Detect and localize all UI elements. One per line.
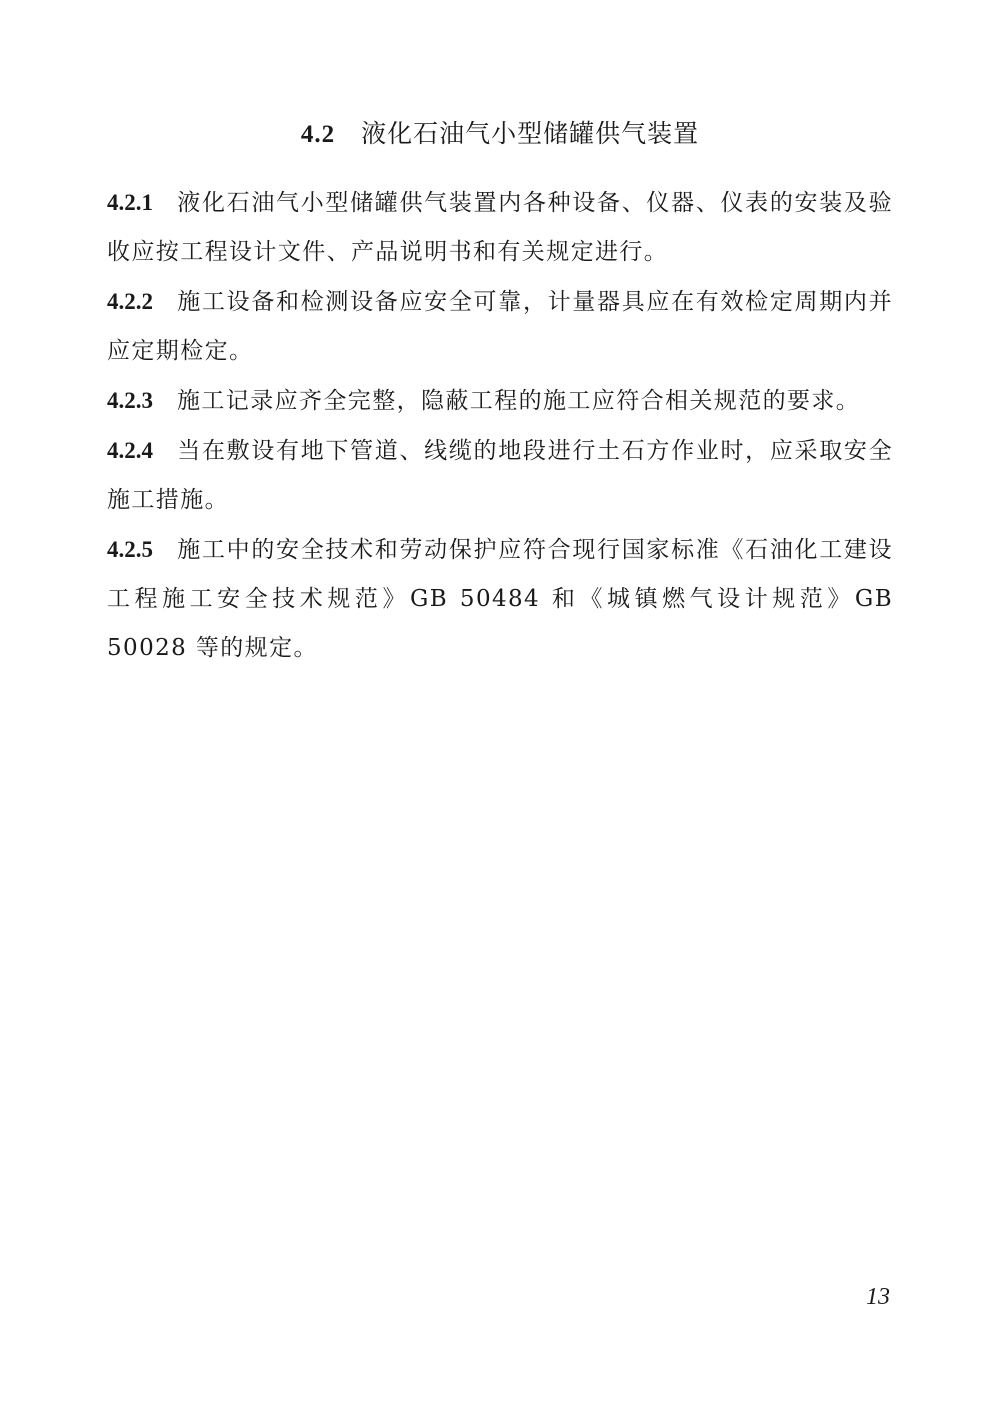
clause-4-2-4 xyxy=(107,426,893,525)
clause-4-2-2 xyxy=(107,277,893,376)
clause-4-2-5 xyxy=(107,525,893,673)
clause-4-2-3 xyxy=(107,376,893,426)
section-heading xyxy=(0,114,1000,155)
section-number: 4.2 xyxy=(300,121,336,148)
section-title: 液化石油气小型储罐供气装置 xyxy=(361,119,700,148)
clause-number: 4.2.1 xyxy=(107,190,153,215)
clause-text: 施工记录应齐全完整，隐蔽工程的施工应符合相关规范的要求。 xyxy=(177,388,861,414)
clause-list xyxy=(107,178,893,673)
clause-number: 4.2.3 xyxy=(107,388,153,413)
clause-number: 4.2.5 xyxy=(107,537,153,562)
clause-number: 4.2.4 xyxy=(107,438,153,463)
clause-text: 液化石油气小型储罐供气装置内各种设备、仪器、仪表的安装及验收应按工程设计文件、产品说明书和有关规定进行。 xyxy=(107,190,893,265)
clause-text: 施工中的安全技术和劳动保护应符合现行国家标准《石油化工建设工程施工安全技术规范》GB 50484 和《城镇燃气设计规范》GB 50028 等的规定。 xyxy=(107,537,893,661)
clause-text: 施工设备和检测设备应安全可靠，计量器具应在有效检定周期内并应定期检定。 xyxy=(107,289,893,364)
page-number: 13 xyxy=(866,1284,890,1310)
clause-number: 4.2.2 xyxy=(107,289,153,314)
clause-4-2-1 xyxy=(107,178,893,277)
clause-text: 当在敷设有地下管道、线缆的地段进行土石方作业时，应采取安全施工措施。 xyxy=(107,438,893,513)
